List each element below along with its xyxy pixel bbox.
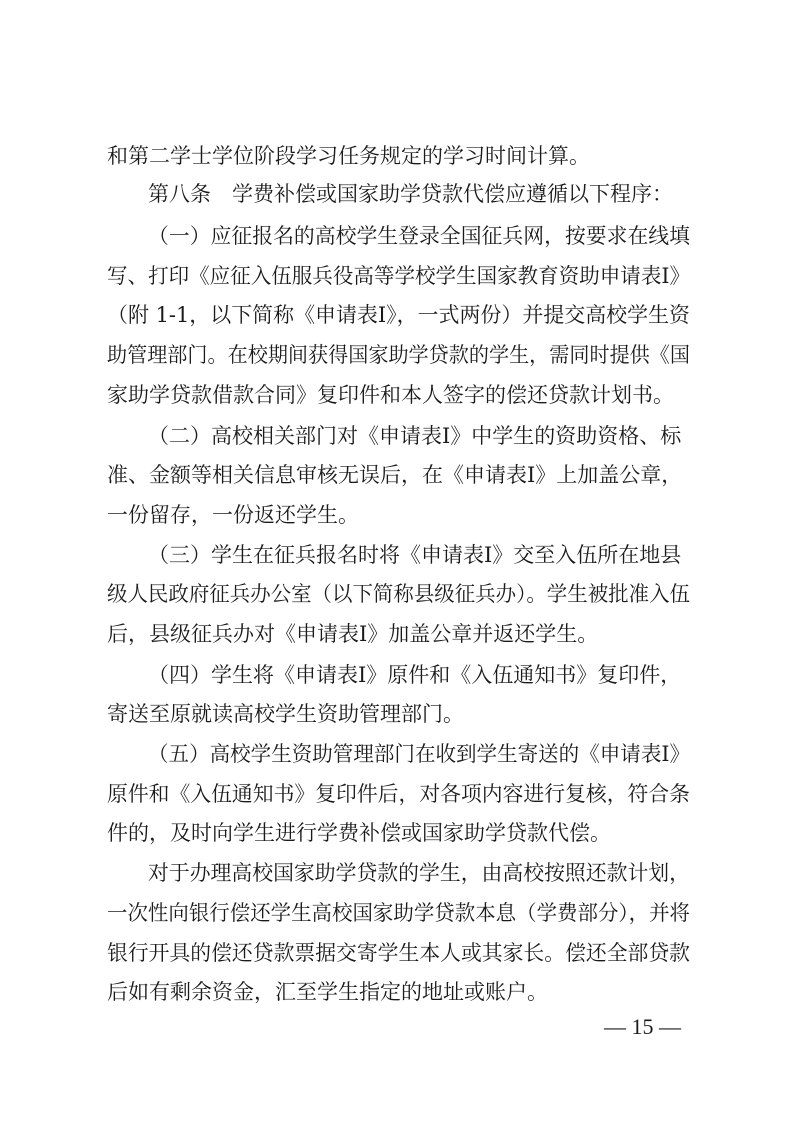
line-text: （二）高校相关部门对《申请表Ⅰ》中学生的资助资格、标	[148, 424, 682, 448]
line-text: （五）高校学生资助管理部门在收到学生寄送的《申请表Ⅰ》	[148, 742, 690, 766]
line-text: 银行开具的偿还贷款票据交寄学生本人或其家长。偿还全部贷款	[107, 941, 690, 965]
line-text: 第八条 学费补偿或国家助学贷款代偿应遵循以下程序：	[148, 182, 673, 206]
page-number: — 15 —	[604, 1014, 681, 1039]
line-text: 助管理部门。在校期间获得国家助学贷款的学生，需同时提供《国	[107, 343, 690, 367]
line-text: （三）学生在征兵报名时将《申请表Ⅰ》交至入伍所在地县	[148, 543, 682, 567]
line-text: 一份留存，一份返还学生。	[107, 503, 359, 527]
line-text: 后如有剩余资金，汇至学生指定的地址或账户。	[107, 980, 548, 1004]
line-text: 寄送至原就读高校学生资助管理部门。	[107, 702, 464, 726]
line-text: 对于办理高校国家助学贷款的学生，由高校按照还款计划，	[148, 861, 690, 885]
line-text: （一）应征报名的高校学生登录全国征兵网，按要求在线填	[148, 224, 690, 248]
line-text: 后，县级征兵办对《申请表Ⅰ》加盖公章并返还学生。	[107, 622, 599, 646]
line-text: 级人民政府征兵办公室（以下简称县级征兵办）。学生被批准入伍	[107, 582, 690, 606]
line-text: 原件和《入伍通知书》复印件后，对各项内容进行复核，符合条	[107, 782, 690, 806]
line-text: 准、金额等相关信息审核无误后，在《申请表Ⅰ》上加盖公章，	[107, 463, 683, 487]
line-text: 写、打印《应征入伍服兵役高等学校学生国家教育资助申请表Ⅰ》	[107, 264, 690, 288]
line-text: 件的，及时向学生进行学费补偿或国家助学贷款代偿。	[107, 821, 611, 845]
line-text: （四）学生将《申请表Ⅰ》原件和《入伍通知书》复印件，	[148, 663, 682, 687]
line-text: （附 1-1，以下简称《申请表Ⅰ》，一式两份）并提交高校学生资	[107, 303, 690, 327]
line-text: 一次性向银行偿还学生高校国家助学贷款本息（学费部分），并将	[107, 901, 690, 925]
line-text: 家助学贷款借款合同》复印件和本人签字的偿还贷款计划书。	[107, 383, 674, 407]
line-text: 和第二学士学位阶段学习任务规定的学习时间计算。	[107, 144, 590, 168]
